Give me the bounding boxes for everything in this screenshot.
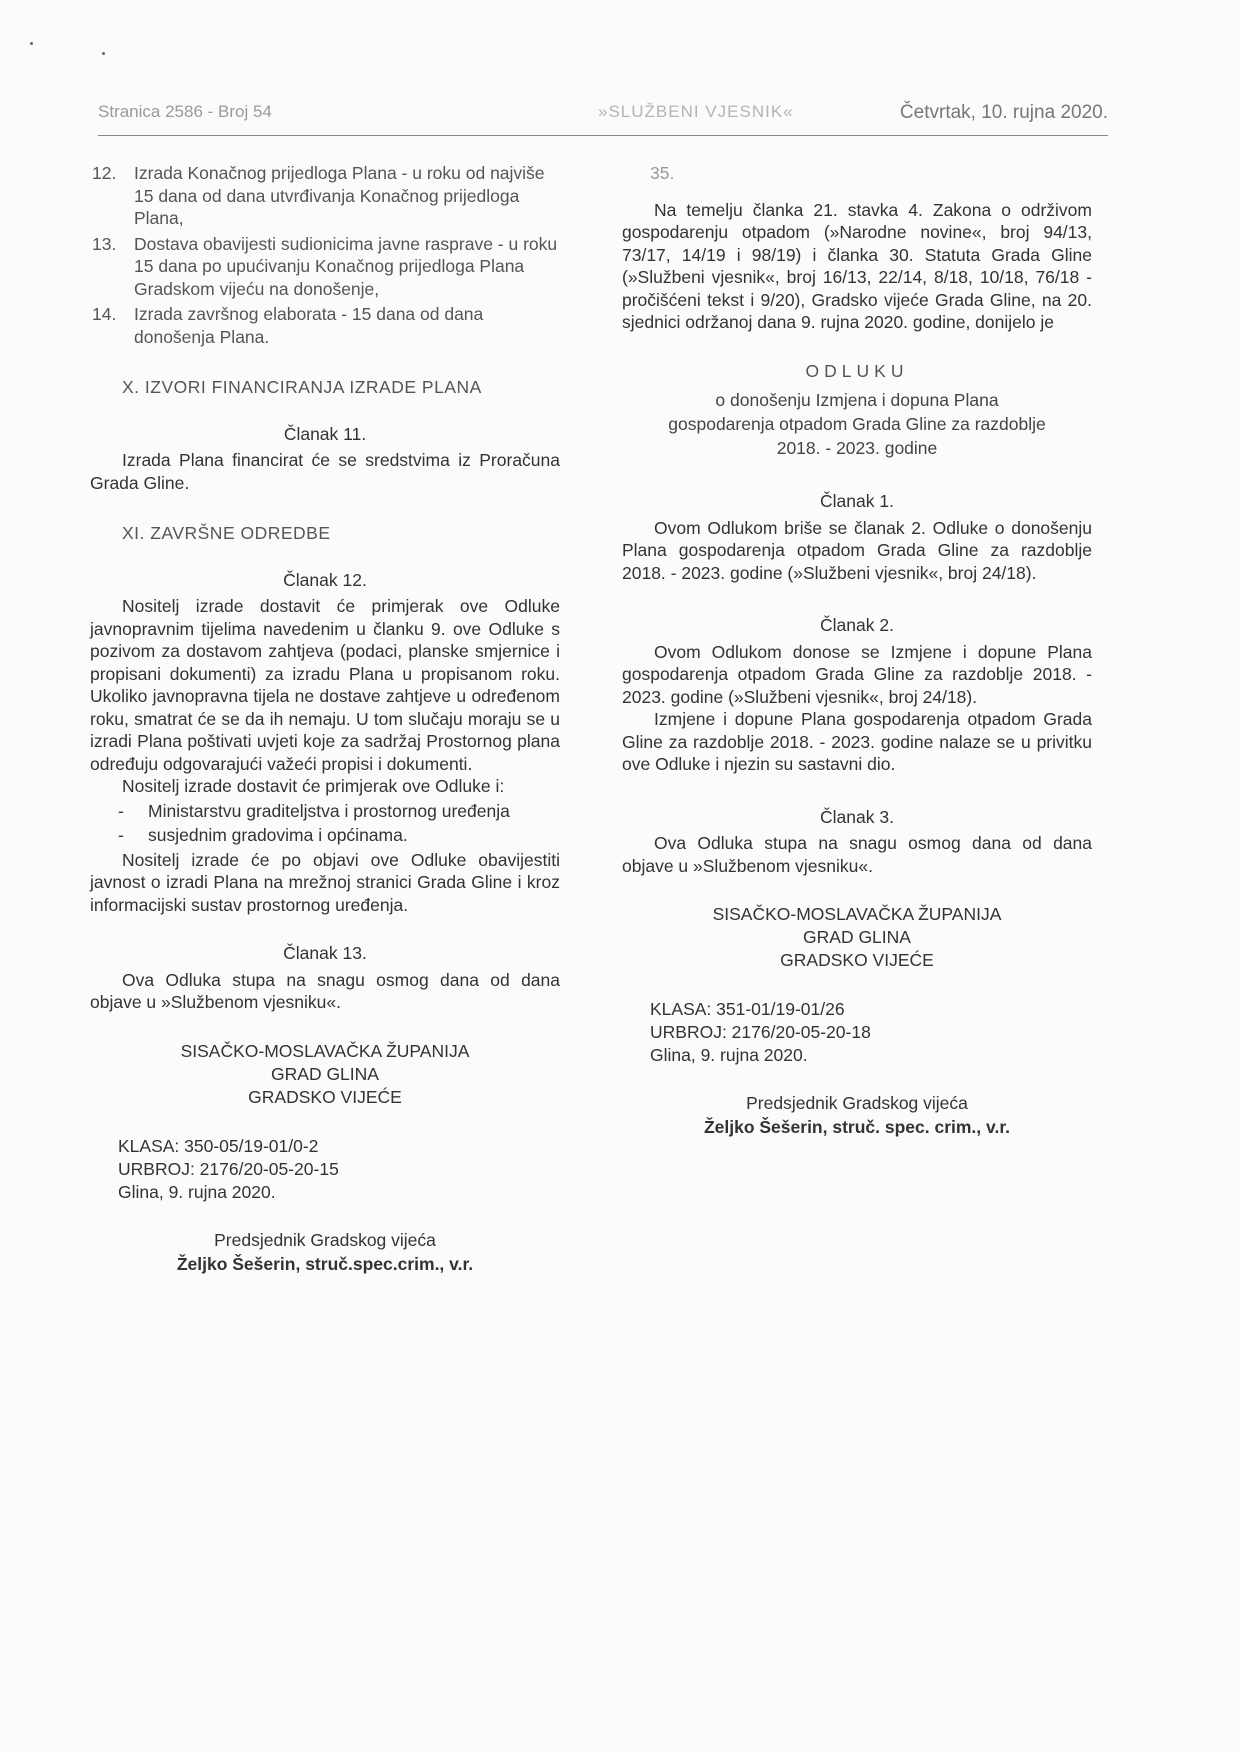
article-12-paragraph: Nositelj izrade dostavit će primjerak ove Odluke javnopravnim tijelima navedenim u članku 9. ove Odluke s pozivom za dostavom zahtjeva (podaci, planske smjernice i propisani dokumenti) za izradu Plana u propisanom roku. Ukoliko javnopravna tijela ne dostave zahtjeve u određenom roku, smatrat će se da ih nemaju. U tom slučaju moraju se u izradi Plana poštivati uvjeti koje za sadržaj Prostornog plana određuju odgovarajući važeći propisi i dokumenti. [90,596,560,774]
article-1-title: Članak 1. [820,491,894,511]
president-name: Željko Šešerin, struč. spec. crim., v.r. [703,1117,1011,1137]
list-item-text: Izrada Konačnog prijedloga Plana - u roku od najviše 15 dana od dana utvrđivanja Konačnog prijedloga Plana, [134,163,545,228]
president-name: Željko Šešerin, struč.spec.crim., v.r. [176,1253,474,1274]
subtitle-line: o donošenju Izmjena i dopuna Plana [715,390,999,410]
list-item-number: 12. [92,163,117,183]
header-date: Četvrtak, 10. rujna 2020. [899,102,1108,123]
issuer-council: GRADSKO VIJEĆE [248,1086,402,1107]
document-subtitle [622,388,1092,460]
issuer-city: GRAD GLINA [803,927,911,947]
document-number: 35. [650,163,675,183]
signature-block [90,1228,560,1276]
list-item [90,303,560,348]
subtitle-line: gospodarenja otpadom Grada Gline za razdoblje [668,414,1046,434]
preamble: Na temelju članka 21. stavka 4. Zakona o održivom gospodarenju otpadom (»Narodne novine«, broj 94/13, 73/17, 14/19 i 98/19) i članka 30. Statuta Grada Gline (»Službeni vjesnik«, broj 16/13, 22/14, 8/18, 10/18, 76/18 - pročišćeni tekst i 9/20), Gradsko vijeće Grada Gline, na 20. sjednici održanoj dana 9. rujna 2020. godine, donijelo je [622,199,1092,332]
issuer-county: SISAČKO-MOSLAVAČKA ŽUPANIJA [180,1040,470,1061]
header-page-number: Stranica 2586 - Broj 54 [98,102,272,121]
scan-speck [30,42,33,45]
list-item-text: Izrada završnog elaborata - 15 dana od dana donošenja Plana. [134,304,484,347]
subtitle-line: 2018. - 2023. godine [776,438,938,458]
issuer-city: GRAD GLINA [271,1063,379,1084]
article-12-paragraph: Nositelj izrade će po objavi ove Odluke obavijestiti javnost o izradi Plana na mrežnoj stranici Grada Gline i kroz informacijski sustav prostornog uređenja. [90,849,560,915]
issuer-council: GRADSKO VIJEĆE [780,950,934,970]
header-publication: »SLUŽBENI VJESNIK« [598,102,794,121]
urbroj: URBROJ: 2176/20-05-20-18 [650,1022,871,1042]
document-title: ODLUKU [805,360,909,381]
place-date: Glina, 9. rujna 2020. [118,1181,276,1202]
reference-block [622,998,1092,1067]
list-item [90,162,560,230]
article-2-paragraph: Izmjene i dopune Plana gospodarenja otpadom Grada Gline za razdoblje 2018. - 2023. godine nalaze se u privitku ove Odluke i njezin su sastavni dio. [622,709,1092,774]
article-2-paragraph: Ovom Odlukom donose se Izmjene i dopune Plana gospodarenja otpadom Grada Gline za razdoblje 2018. - 2023. godine (»Službeni vjesnik«, broj 24/18). [622,641,1092,707]
dash-item-text: susjednim gradovima i općinama. [148,825,408,845]
article-12-title: Članak 12. [283,569,367,590]
right-column [622,162,1092,1139]
plan-steps-list [90,162,560,348]
article-11-title: Članak 11. [283,423,367,444]
header-rule [98,135,1108,136]
article-13-text: Ova Odluka stupa na snagu osmog dana od dana objave u »Službenom vjesniku«. [90,969,560,1012]
article-11-text: Izrada Plana financirat će se sredstvima iz Proračuna Grada Gline. [90,450,560,493]
section-heading-x: X. IZVORI FINANCIRANJA IZRADE PLANA [122,377,482,397]
list-item-number: 13. [92,233,117,254]
president-title: Predsjednik Gradskog vijeća [746,1093,968,1113]
dash-item: - susjednim gradovima i općinama. [118,825,408,845]
left-column [90,162,560,1276]
dash-item: - Ministarstvu graditeljstva i prostornog uređenja [118,800,510,821]
list-item [90,233,560,301]
issuer-block [90,1040,560,1109]
article-2-title: Članak 2. [820,615,894,635]
article-3-text: Ova Odluka stupa na snagu osmog dana od dana objave u »Službenom vjesniku«. [622,833,1092,876]
signature-block [622,1091,1092,1139]
scan-speck [102,52,105,55]
page-header [98,102,1108,130]
article-12-paragraph: Nositelj izrade dostavit će primjerak ove Odluke i: [122,776,505,796]
reference-block [90,1135,560,1204]
place-date: Glina, 9. rujna 2020. [650,1045,808,1065]
president-title: Predsjednik Gradskog vijeća [214,1229,436,1250]
klasa: KLASA: 350-05/19-01/0-2 [118,1135,319,1156]
issuer-county: SISAČKO-MOSLAVAČKA ŽUPANIJA [712,904,1002,924]
list-item-text: Dostava obavijesti sudionicima javne rasprave - u roku 15 dana po upućivanju Konačnog prijedloga Plana Gradskom vijeću na donošenje, [134,233,558,299]
article-3-title: Članak 3. [820,806,894,827]
klasa: KLASA: 351-01/19-01/26 [650,999,845,1019]
list-item-number: 14. [92,304,117,324]
issuer-block [622,903,1092,972]
article-1-text: Ovom Odlukom briše se članak 2. Odluke o donošenju Plana gospodarenja otpadom Grada Gline za razdoblje 2018. - 2023. godine (»Službeni vjesnik«, broj 24/18). [622,517,1092,583]
section-heading-xi: XI. ZAVRŠNE ODREDBE [122,523,331,543]
urbroj: URBROJ: 2176/20-05-20-15 [118,1158,339,1179]
dash-item-text: Ministarstvu graditeljstva i prostornog uređenja [148,800,510,821]
article-13-title: Članak 13. [283,943,367,963]
